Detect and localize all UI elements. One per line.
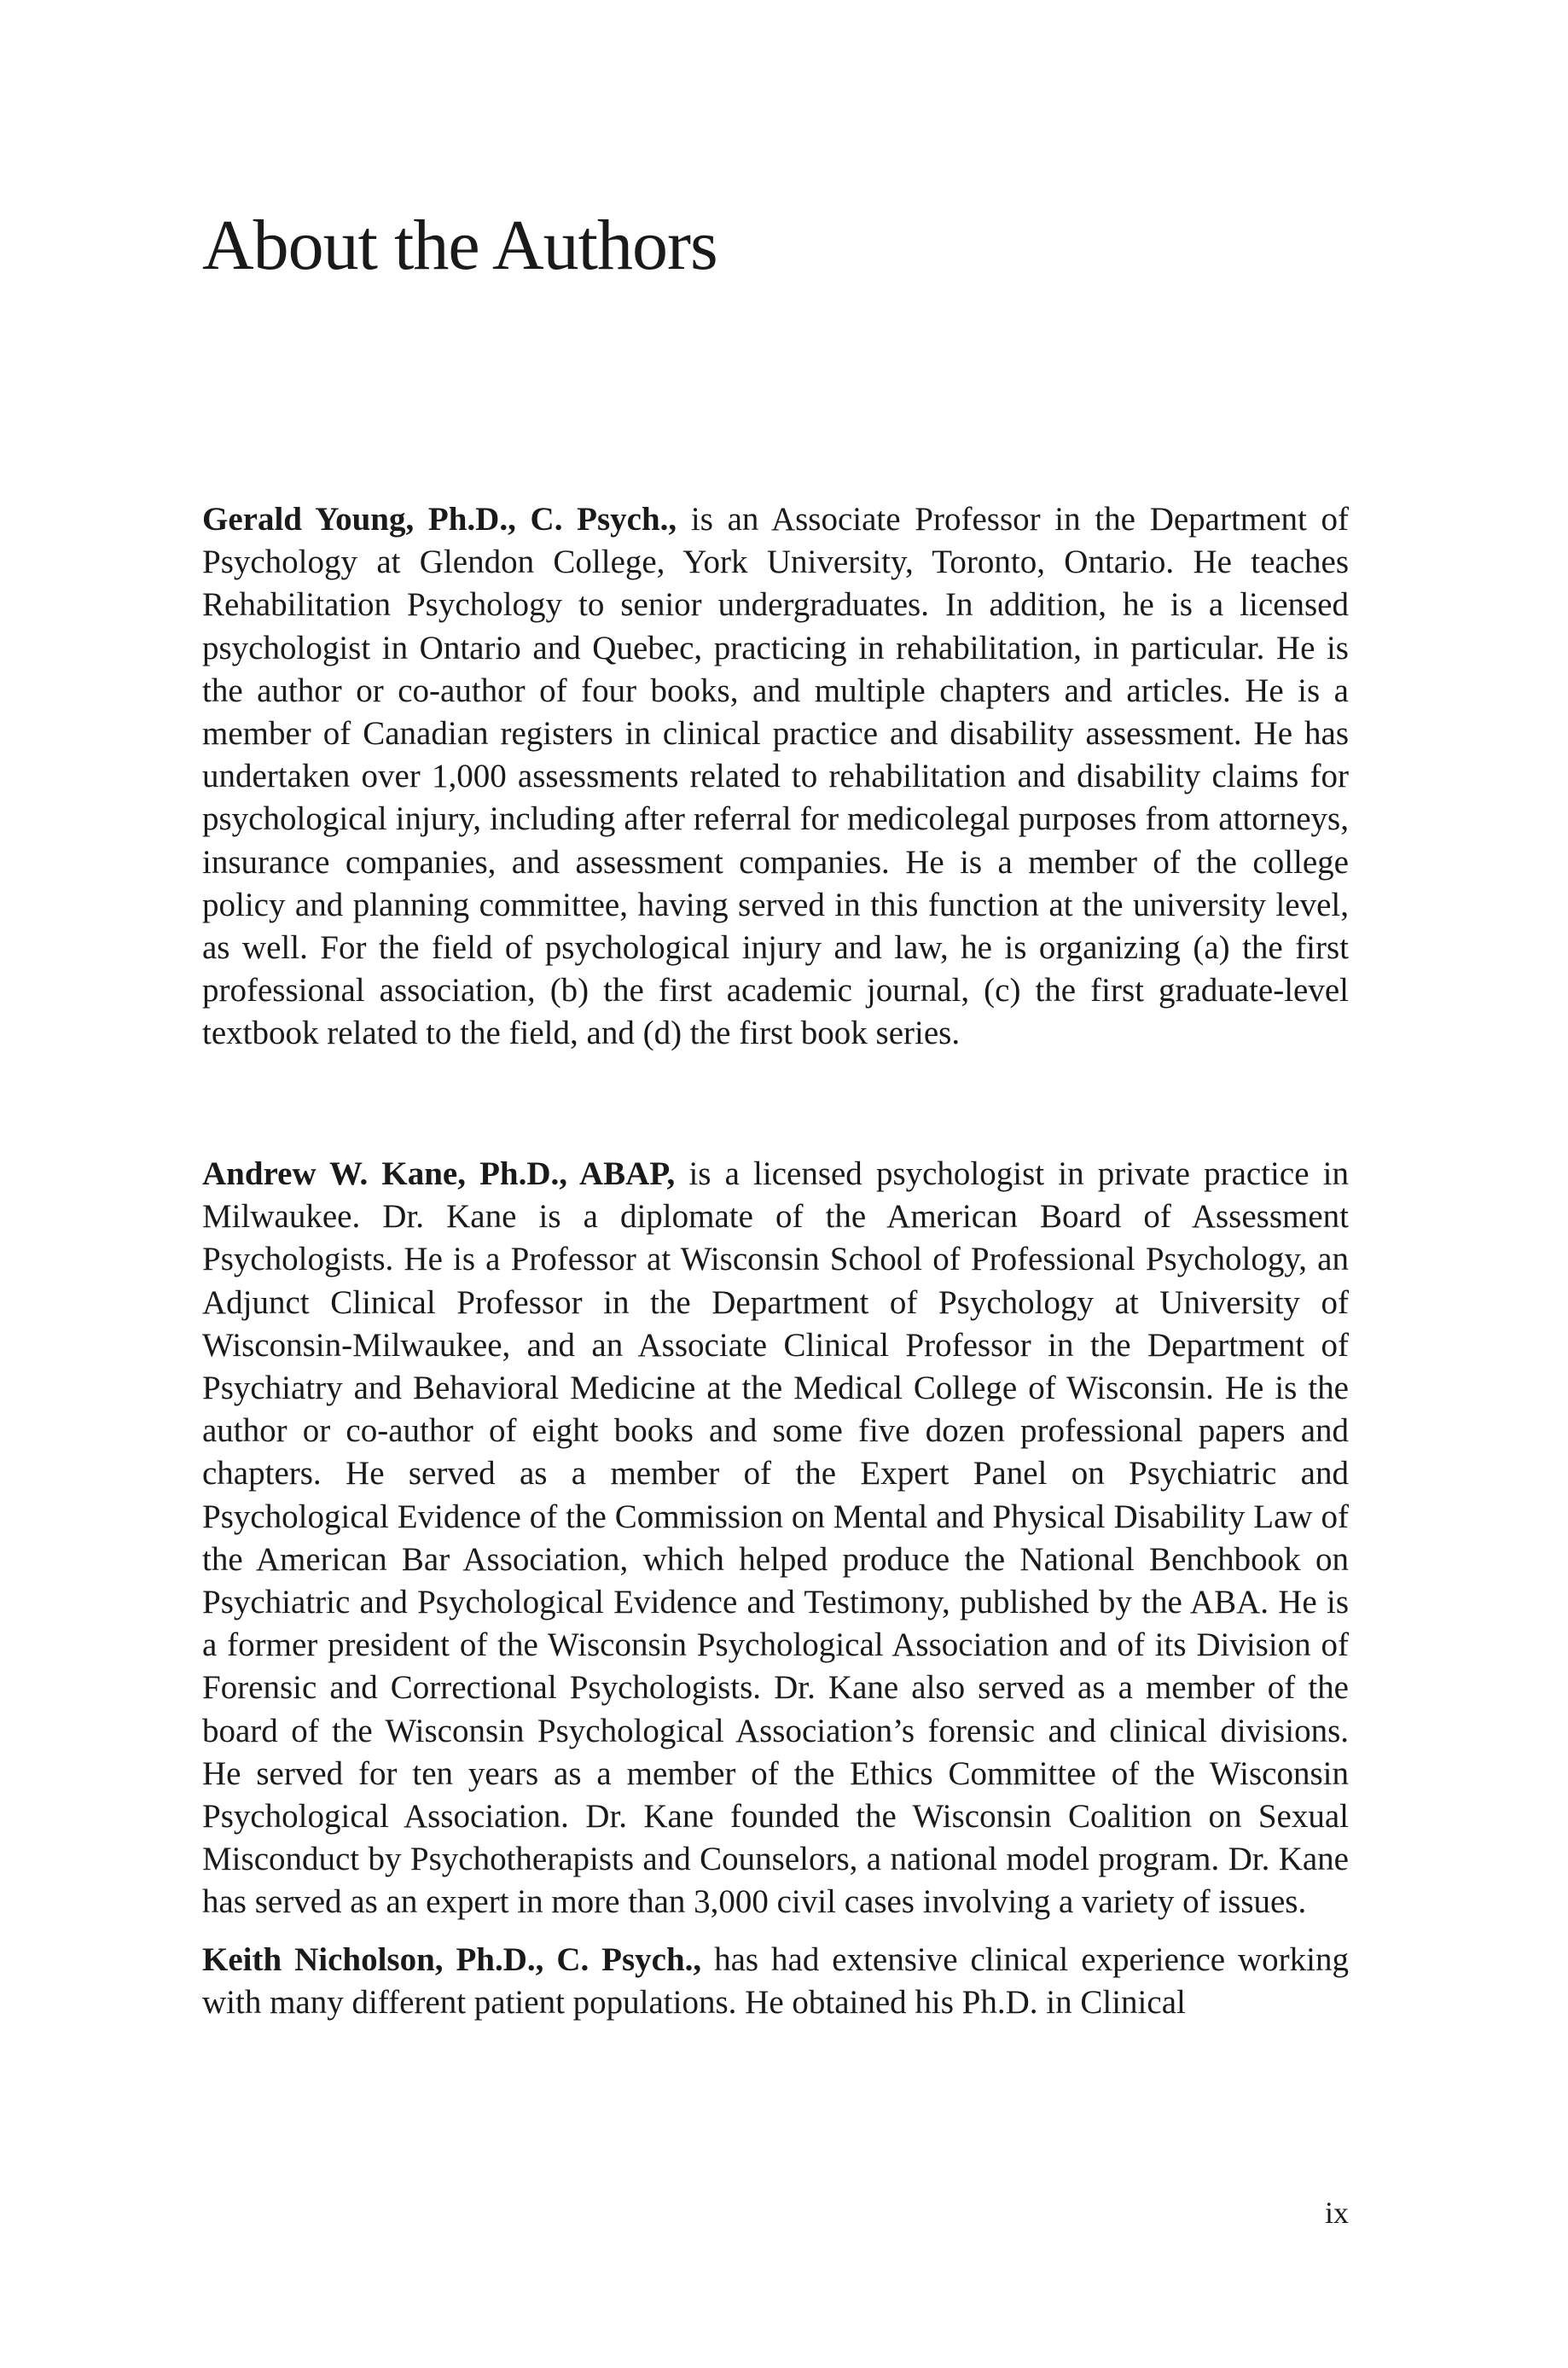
author-bio-keith-nicholson: [202, 1939, 1349, 2024]
author-bio-gerald-young: [202, 498, 1349, 1056]
author-bio-text: is a licensed psychologist in private practice in Milwaukee. Dr. Kane is a diplomate of the American Board of Assessment Psychologists. He is a Professor at Wisconsin School of Professional Psychology, an Adjunct Clinical Professor in the Department of Psychology at University of Wisconsin-Milwaukee, and an Associate Clinical Professor in the Department of Psychiatry and Behavioral Medicine at the Medical College of Wisconsin. He is the author or co-author of eight books and some five dozen professional papers and chapters. He served as a member of the Expert Panel on Psychiatric and Psychological Evidence of the Commission on Mental and Physical Disability Law of the American Bar Association, which helped produce the National Benchbook on Psychiatric and Psychological Evidence and Testimony, published by the ABA. He is a former president of the Wisconsin Psychological Association and of its Division of Forensic and Correctional Psychologists. Dr. Kane also served as a member of the board of the Wisconsin Psychological Association’s forensic and clinical divisions. He served for ten years as a member of the Ethics Committee of the Wisconsin Psychological Association. Dr. Kane founded the Wisconsin Coalition on Sexual Misconduct by Psychotherapists and Counselors, a national model program. Dr. Kane has served as an expert in more than 3,000 civil cases involving a variety of issues.: [202, 1155, 1349, 1921]
author-bio-andrew-kane: [202, 1153, 1349, 1924]
author-name: Gerald Young, Ph.D., C. Psych.,: [202, 501, 677, 538]
author-bio-text: has had extensive clinical experience working with many different patient populations. He obtained his Ph.D. in Clinical: [202, 1941, 1349, 2022]
author-bio-text: is an Associate Professor in the Department of Psychology at Glendon College, York University, Toronto, Ontario. He teaches Rehabilitation Psychology to senior undergraduates. In addition, he is a licensed psychologist in Ontario and Quebec, practicing in rehabilitation, in particular. He is the author or co-author of four books, and multiple chapters and articles. He is a member of Canadian registers in clinical practice and disability assessment. He has undertaken over 1,000 assessments related to rehabilitation and disability claims for psychological injury, including after referral for medicolegal purposes from attorneys, insurance companies, and assessment companies. He is a member of the college policy and planning committee, having served in this function at the university level, as well. For the field of psychological injury and law, he is organizing (a) the first professional association, (b) the first academic journal, (c) the first graduate-level textbook related to the field, and (d) the first book series.: [202, 501, 1349, 1052]
page-title: About the Authors: [202, 206, 717, 285]
page-number: ix: [1324, 2196, 1349, 2230]
author-name: Keith Nicholson, Ph.D., C. Psych.,: [202, 1941, 702, 1978]
author-name: Andrew W. Kane, Ph.D., ABAP,: [202, 1155, 676, 1192]
